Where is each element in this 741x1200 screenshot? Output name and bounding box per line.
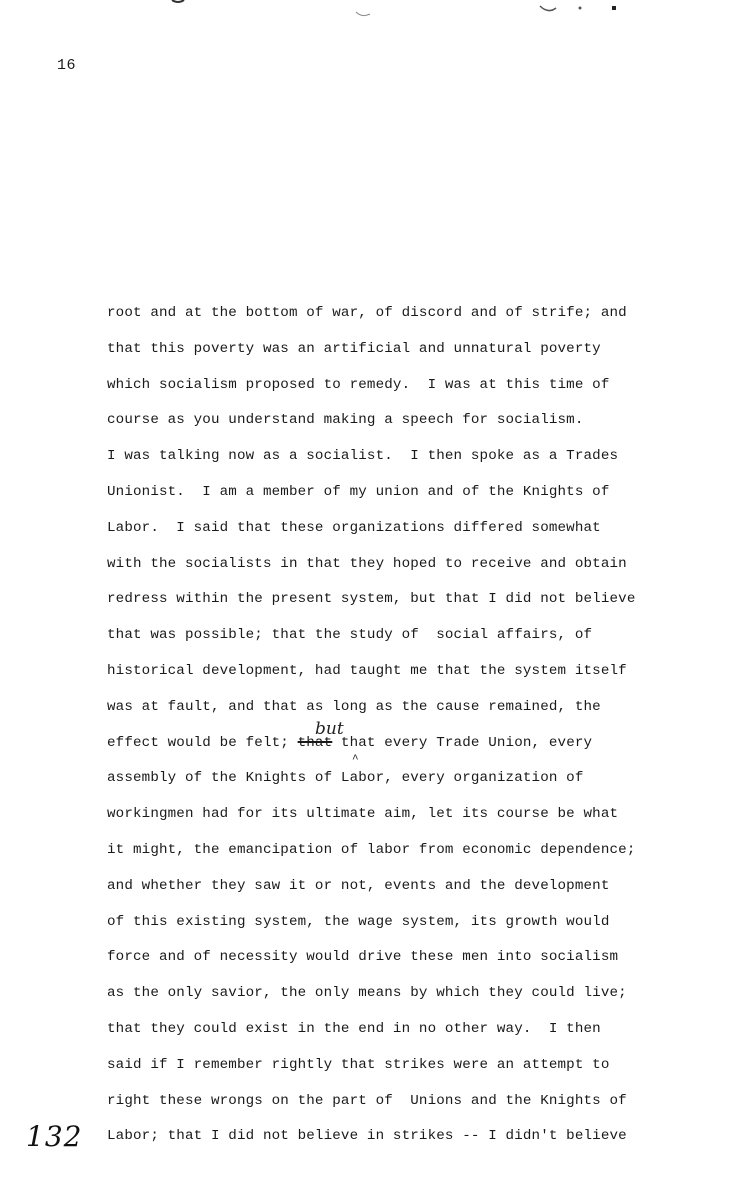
text-line: that they could exist in the end in no other way. I then (107, 1020, 601, 1037)
scan-marks (0, 0, 741, 20)
text-line: redress within the present system, but that I did not believe (107, 591, 636, 608)
text-line: Labor; that I did not believe in strikes -- I didn't believe (107, 1128, 627, 1145)
insertion-caret: ^ (352, 754, 359, 766)
text-line: I was talking now as a socialist. I then spoke as a Trades (107, 448, 619, 465)
text-line: that this poverty was an artificial and unnatural poverty (107, 340, 601, 357)
text-line: course as you understand making a speech for socialism. (107, 412, 584, 429)
text-line: historical development, had taught me that the system itself (107, 662, 627, 679)
text-line: it might, the emancipation of labor from economic dependence; (107, 841, 636, 858)
text-line: as the only savior, the only means by which they could live; (107, 985, 627, 1002)
text-line: of this existing system, the wage system, its growth would (107, 913, 610, 930)
text-line: Unionist. I am a member of my union and of the Knights of (107, 483, 610, 500)
struck-word: that (297, 734, 333, 751)
text-line-with-correction (107, 730, 707, 766)
text-line: said if I remember rightly that strikes were an attempt to (107, 1056, 610, 1073)
text-line: was at fault, and that as long as the cause remained, the (107, 698, 601, 715)
text-line: with the socialists in that they hoped to receive and obtain (107, 555, 627, 572)
text-line: workingmen had for its ultimate aim, let its course be what (107, 806, 619, 823)
text-line: root and at the bottom of war, of discord and of strife; and (107, 305, 627, 321)
text-line: right these wrongs on the part of Unions and the Knights of (107, 1092, 627, 1109)
line-text-before: effect would be felt; (107, 734, 298, 751)
page-number: 16 (57, 57, 77, 74)
text-line: which socialism proposed to remedy. I was at this time of (107, 376, 610, 393)
line-text-after: that every Trade Union, every (332, 734, 593, 751)
typed-text-body (107, 300, 707, 1159)
text-line: force and of necessity would drive these men into socialism (107, 949, 619, 966)
text-line: Labor. I said that these organizations differed somewhat (107, 519, 601, 536)
text-line: assembly of the Knights of Labor, every organization of (107, 770, 584, 787)
text-line: and whether they saw it or not, events and the development (107, 877, 610, 894)
handwritten-insert: but (315, 719, 344, 739)
text-line: that was possible; that the study of social affairs, of (107, 627, 593, 644)
margin-page-number: 132 (26, 1120, 83, 1153)
